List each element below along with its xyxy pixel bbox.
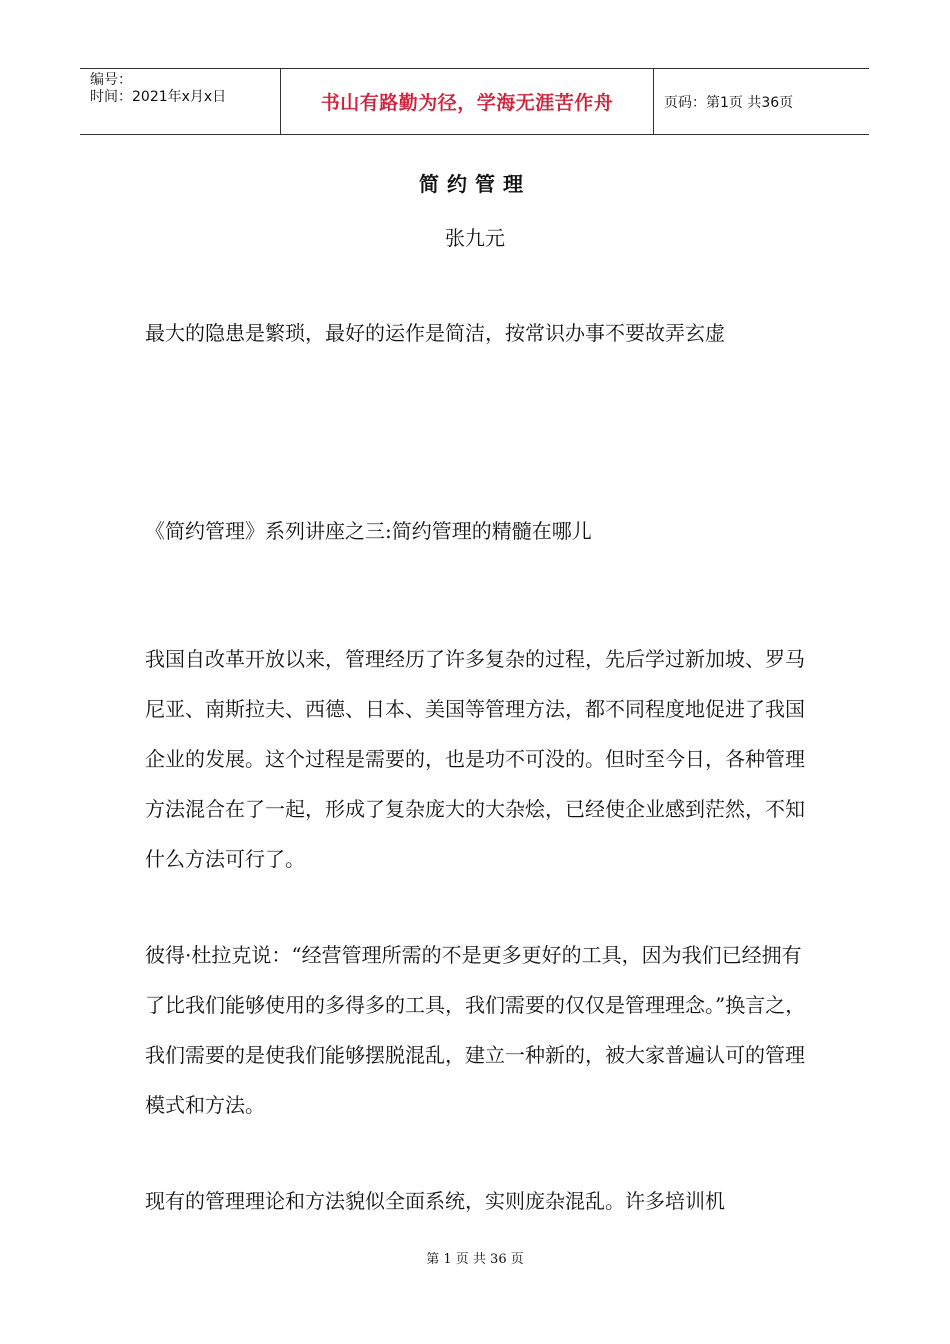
serial-label: 编号： bbox=[90, 72, 132, 88]
header-motto: 书山有路勤为径，学海无涯苦作舟 bbox=[281, 69, 654, 134]
document-title: 简约管理 bbox=[419, 172, 531, 196]
header-page-info: 页码：第1页 共36页 bbox=[664, 94, 794, 111]
document-author: 张九元 bbox=[445, 226, 505, 250]
date-label: 时间：2021年x月x日 bbox=[90, 89, 227, 105]
page-header bbox=[80, 68, 869, 135]
body-paragraph: 现有的管理理论和方法貌似全面系统，实则庞杂混乱。许多培训机 bbox=[145, 1189, 725, 1213]
body-paragraph: 彼得·杜拉克说：“经营管理所需的不是更多更好的工具，因为我们已经拥有了比我们能够使用的多得多的工具，我们需要的仅仅是管理理念。”换言之，我们需要的是使我们能够摆脱混乱，建立一种新的，被大家普遍认可的管理模式和方法。 bbox=[145, 943, 806, 1117]
page-footer: 第 1 页 共 36 页 bbox=[426, 1252, 524, 1267]
body-paragraph: 我国自改革开放以来，管理经历了许多复杂的过程，先后学过新加坡、罗马尼亚、南斯拉夫、西德、日本、美国等管理方法，都不同程度地促进了我国企业的发展。这个过程是需要的，也是功不可没的。但时至今日，各种管理方法混合在了一起，形成了复杂庞大的大杂烩，已经使企业感到茫然，不知什么方法可行了。 bbox=[145, 647, 805, 871]
subtitle-paragraph: 最大的隐患是繁琐，最好的运作是简洁，按常识办事不要故弄玄虚 bbox=[145, 321, 725, 345]
series-title-paragraph: 《简约管理》系列讲座之三:简约管理的精髓在哪儿 bbox=[145, 519, 592, 543]
header-meta-cell bbox=[80, 69, 281, 134]
